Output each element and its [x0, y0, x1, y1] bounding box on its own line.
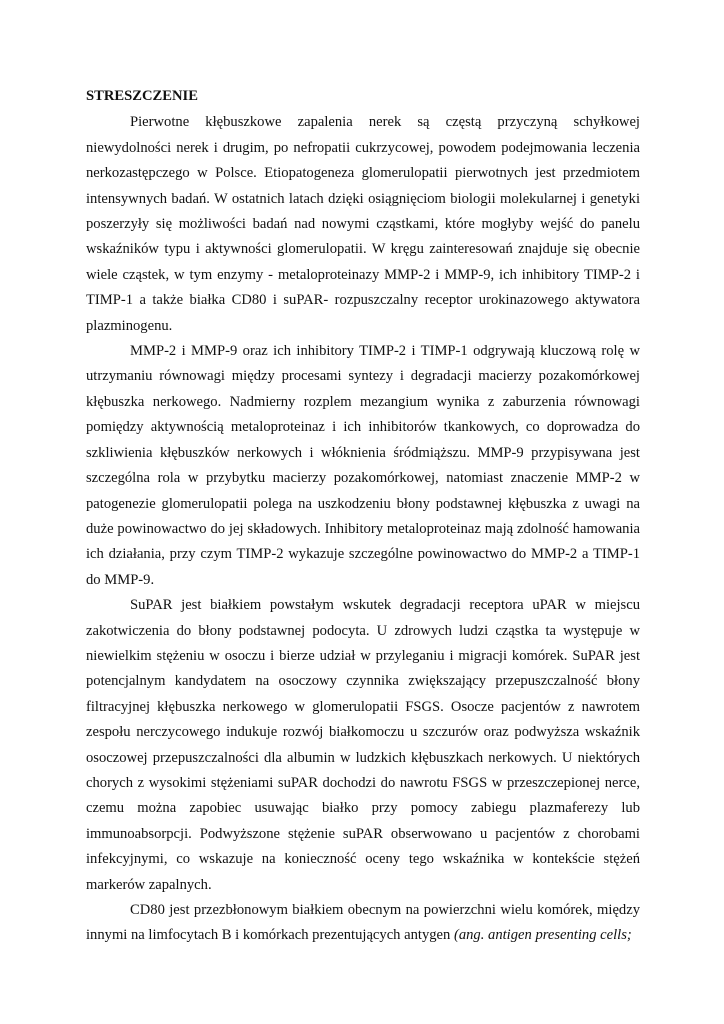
paragraph-2: MMP-2 i MMP-9 oraz ich inhibitory TIMP-2 i TIMP-1 odgrywają kluczową rolę w utrzymaniu równowagi między procesami syntezy i degradacji macierzy pozakomórkowej kłębuszka nerkowego. Nadmierny rozplem mezangium wynika z zaburzenia równowagi pomiędzy aktywnością metaloproteinaz i ich inhibitorów tkankowych, co doprowadza do szkliwienia kłębuszków nerkowych i włóknienia śródmiąższu. MMP-9 przypisywana jest szczególna rola w przybytku macierzy pozakomórkowej, natomiast znaczenie MMP-2 w patogenezie glomerulopatii polega na uszkodzeniu błony podstawnej kłębuszka z uwagi na duże powinowactwo do jej składowych. Inhibitory metaloproteinaz mają zdolność hamowania ich działania, przy czym TIMP-2 wykazuje szczególne powinowactwo do MMP-2 a TIMP-1 do MMP-9.	[86, 343, 640, 588]
document-page	[86, 84, 640, 949]
paragraph-3: SuPAR jest białkiem powstałym wskutek degradacji receptora uPAR w miejscu zakotwiczenia do błony podstawnej podocyta. U zdrowych ludzi cząstka ta występuje w niewielkim stężeniu w osoczu i bierze udział w przyleganiu i migracji komórek. SuPAR jest potencjalnym kandydatem na osoczowy czynnika zwiększający przepuszczalność błony filtracyjnej kłębuszka nerkowego w glomerulopatii FSGS. Osocze pacjentów z nawrotem zespołu nerczycowego indukuje rozwój białkomoczu u szczurów oraz podwyższa wskaźnik osoczowej przepuszczalności dla albumin w ludzkich kłębuszkach nerkowych. U niektórych chorych z wysokimi stężeniami suPAR dochodzi do nawrotu FSGS w przeszczepionej nerce, czemu można zapobiec usuwając białko przy pomocy zabiegu plazmaferezy lub immunoabsorpcji. Podwyższone stężenie suPAR obserwowano u pacjentów z chorobami infekcyjnymi, co wskazuje na konieczność oceny tego wskaźnika w kontekście stężeń markerów zapalnych.	[86, 597, 640, 893]
paragraph-4-text: CD80 jest przezbłonowym białkiem obecnym na powierzchni wielu komórek, między innymi na limfocytach B i komórkach prezentujących antygen	[86, 902, 640, 944]
section-heading: STRESZCZENIE	[86, 88, 198, 104]
paragraph-4-italic: (ang. antigen presenting cells;	[453, 927, 632, 944]
paragraph-4	[86, 898, 640, 949]
paragraph-1: Pierwotne kłębuszkowe zapalenia nerek są częstą przyczyną schyłkowej niewydolności nerek i drugim, po nefropatii cukrzycowej, powodem podejmowania leczenia nerkozastępczego w Polsce. Etiopatogeneza glomerulopatii pierwotnych jest przedmiotem intensywnych badań. W ostatnich latach dzięki osiągnięciom biologii molekularnej i genetyki poszerzyły się możliwości badań nad nowymi cząstkami, które mogłyby wejść do panelu wskaźników typu i aktywności glomerulopatii. W kręgu zainteresowań znajduje się obecnie wiele cząstek, w tym enzymy - metaloproteinazy MMP-2 i MMP-9, ich inhibitory TIMP-2 i TIMP-1 a także białka CD80 i suPAR- rozpuszczalny receptor urokinazowego aktywatora plazminogenu.	[86, 114, 640, 334]
